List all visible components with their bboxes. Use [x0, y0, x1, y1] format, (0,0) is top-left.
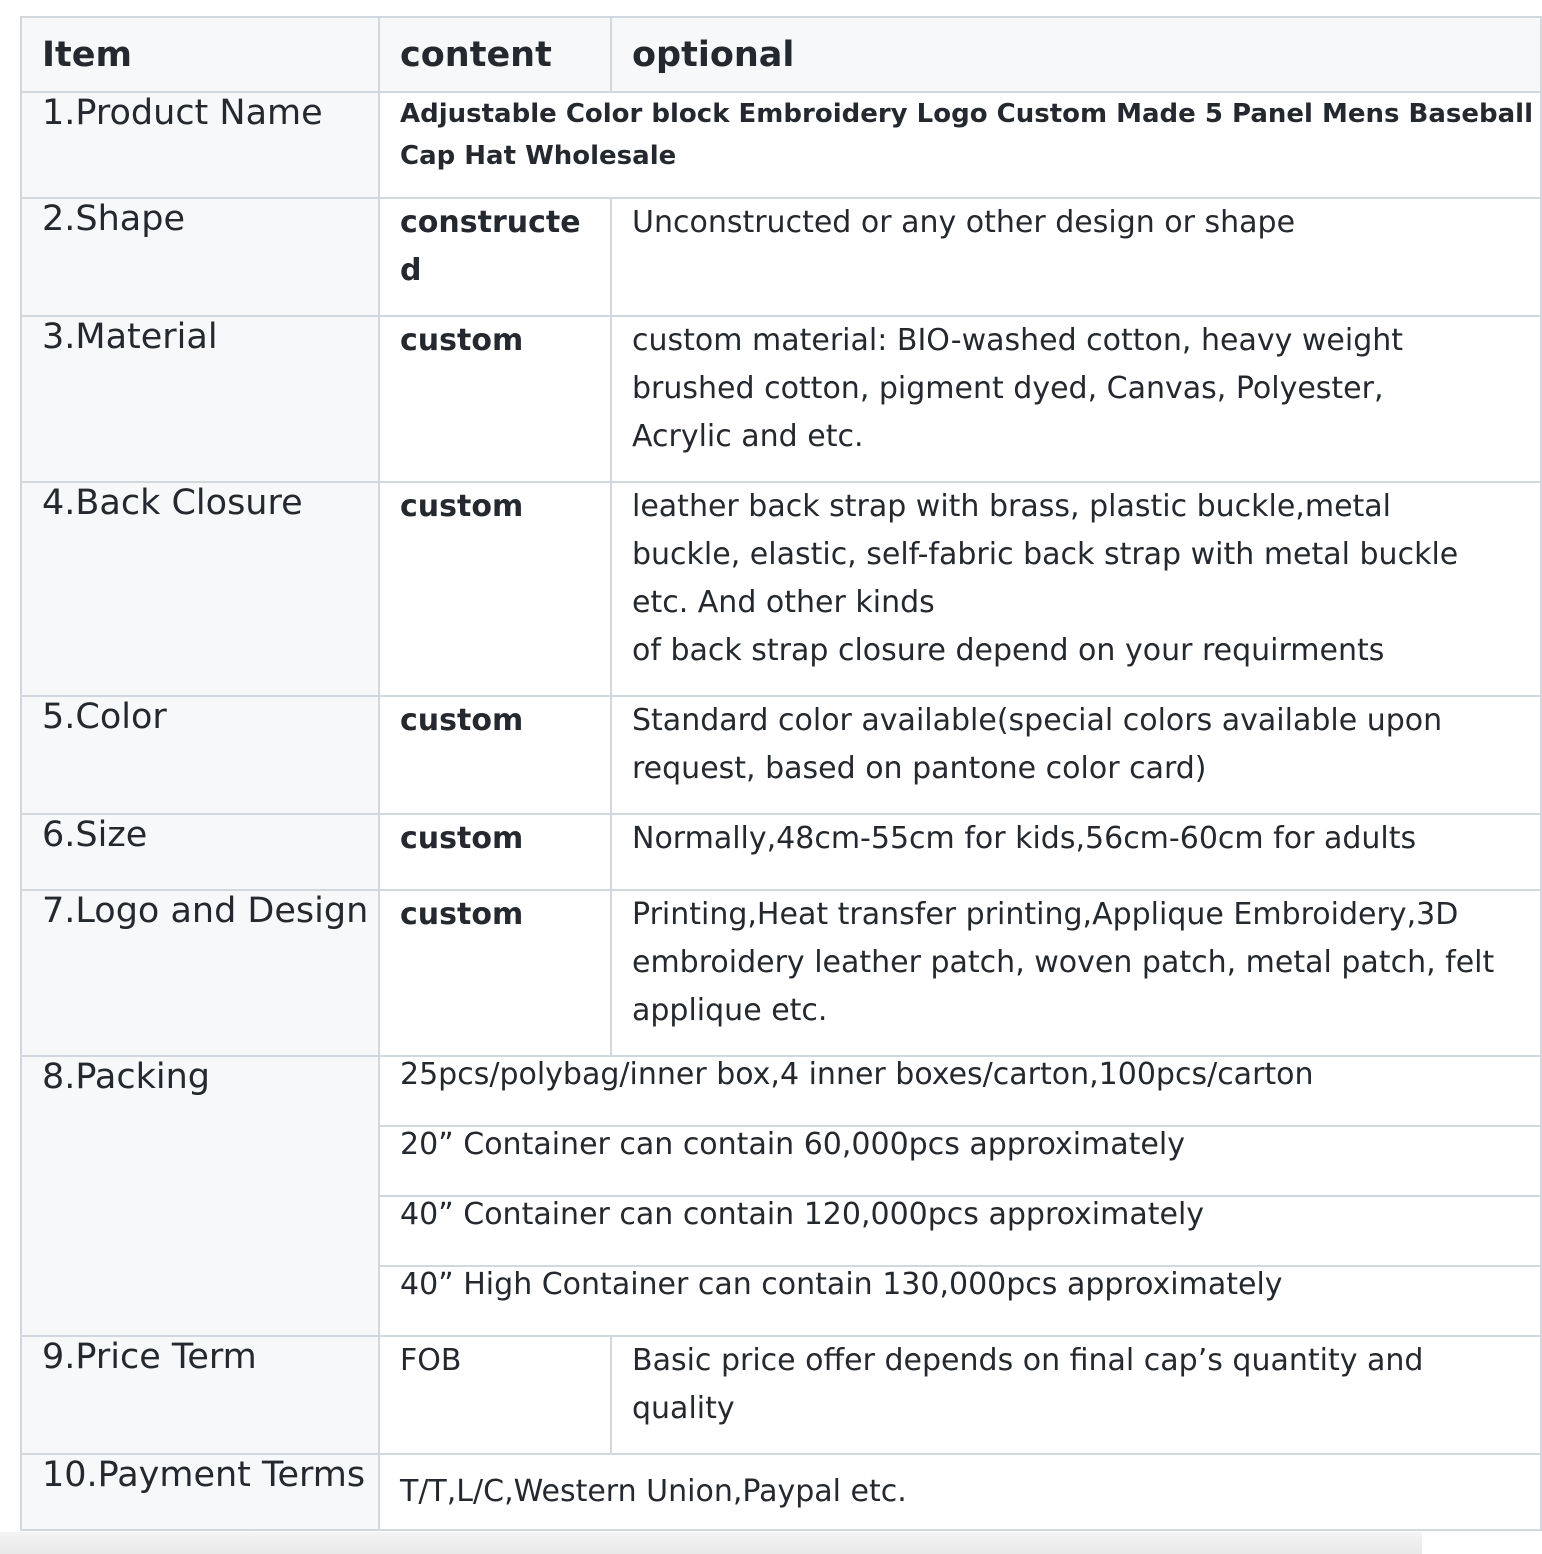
size-content: custom — [379, 814, 611, 890]
row-product-name — [21, 92, 1541, 198]
back-closure-optional-line: buckle, elastic, self-fabric back strap with metal buckle — [632, 537, 1459, 572]
color-optional — [611, 696, 1541, 814]
product-name-line: Cap Hat Wholesale — [400, 141, 677, 171]
color-optional-line: Standard color available(special colors available upon — [632, 703, 1443, 738]
item-payment-terms: 10.Payment Terms — [21, 1454, 379, 1530]
color-optional-line: request, based on pantone color card) — [632, 751, 1207, 786]
shape-optional — [611, 198, 1541, 316]
item-price-term: 9.Price Term — [21, 1336, 379, 1454]
row-logo-design — [21, 890, 1541, 1056]
packing-line: 40” High Container can contain 130,000pcs approximately — [379, 1266, 1541, 1336]
item-logo-design: 7.Logo and Design — [21, 890, 379, 1056]
item-shape: 2.Shape — [21, 198, 379, 316]
item-packing: 8.Packing — [21, 1056, 379, 1336]
price-optional-line: Basic price offer depends on final cap’s quantity and — [632, 1343, 1424, 1378]
back-closure-optional-line: leather back strap with brass, plastic buckle,metal — [632, 489, 1392, 524]
row-size — [21, 814, 1541, 890]
material-optional-line: Acrylic and etc. — [632, 419, 864, 454]
row-back-closure — [21, 482, 1541, 696]
size-optional-line: Normally,48cm-55cm for kids,56cm-60cm for adults — [632, 821, 1417, 856]
spec-table-viewport — [20, 16, 1533, 1532]
logo-content: custom — [379, 890, 611, 1056]
logo-optional — [611, 890, 1541, 1056]
size-optional — [611, 814, 1541, 890]
shape-content-line: d — [400, 253, 422, 288]
material-optional-line: brushed cotton, pigment dyed, Canvas, Polyester, — [632, 371, 1384, 406]
logo-optional-line: applique etc. — [632, 993, 828, 1028]
row-packing — [21, 1056, 1541, 1126]
logo-optional-line: Printing,Heat transfer printing,Applique Embroidery,3D — [632, 897, 1459, 932]
product-name-line: Adjustable Color block Embroidery Logo Custom Made 5 Panel Mens Baseball — [400, 99, 1533, 129]
item-size: 6.Size — [21, 814, 379, 890]
packing-line: 40” Container can contain 120,000pcs approximately — [379, 1196, 1541, 1266]
row-price-term — [21, 1336, 1541, 1454]
back-closure-optional — [611, 482, 1541, 696]
item-material: 3.Material — [21, 316, 379, 482]
shape-content-line: constructe — [400, 205, 581, 240]
logo-optional-line: embroidery leather patch, woven patch, metal patch, felt — [632, 945, 1495, 980]
shape-content — [379, 198, 611, 316]
payment-value: T/T,L/C,Western Union,Paypal etc. — [379, 1454, 1541, 1530]
row-color — [21, 696, 1541, 814]
row-shape — [21, 198, 1541, 316]
packing-line: 20” Container can contain 60,000pcs approximately — [379, 1126, 1541, 1196]
spec-table — [20, 16, 1542, 1531]
price-optional-line: quality — [632, 1391, 735, 1426]
header-row — [21, 17, 1541, 92]
back-closure-optional-line: of back strap closure depend on your requirments — [632, 633, 1385, 668]
item-back-closure: 4.Back Closure — [21, 482, 379, 696]
header-optional: optional — [611, 17, 1541, 92]
page-bottom-edge — [0, 1532, 1422, 1554]
back-closure-optional-line: etc. And other kinds — [632, 585, 935, 620]
material-content: custom — [379, 316, 611, 482]
shape-optional-line: Unconstructed or any other design or shape — [632, 205, 1296, 240]
price-optional — [611, 1336, 1541, 1454]
header-item: Item — [21, 17, 379, 92]
material-optional-line: custom material: BIO-washed cotton, heavy weight — [632, 323, 1404, 358]
item-product-name: 1.Product Name — [21, 92, 379, 198]
packing-line: 25pcs/polybag/inner box,4 inner boxes/carton,100pcs/carton — [379, 1056, 1541, 1126]
header-content: content — [379, 17, 611, 92]
color-content: custom — [379, 696, 611, 814]
material-optional — [611, 316, 1541, 482]
row-material — [21, 316, 1541, 482]
row-payment-terms — [21, 1454, 1541, 1530]
product-name-value — [379, 92, 1541, 198]
item-color: 5.Color — [21, 696, 379, 814]
back-closure-content: custom — [379, 482, 611, 696]
price-content: FOB — [379, 1336, 611, 1454]
